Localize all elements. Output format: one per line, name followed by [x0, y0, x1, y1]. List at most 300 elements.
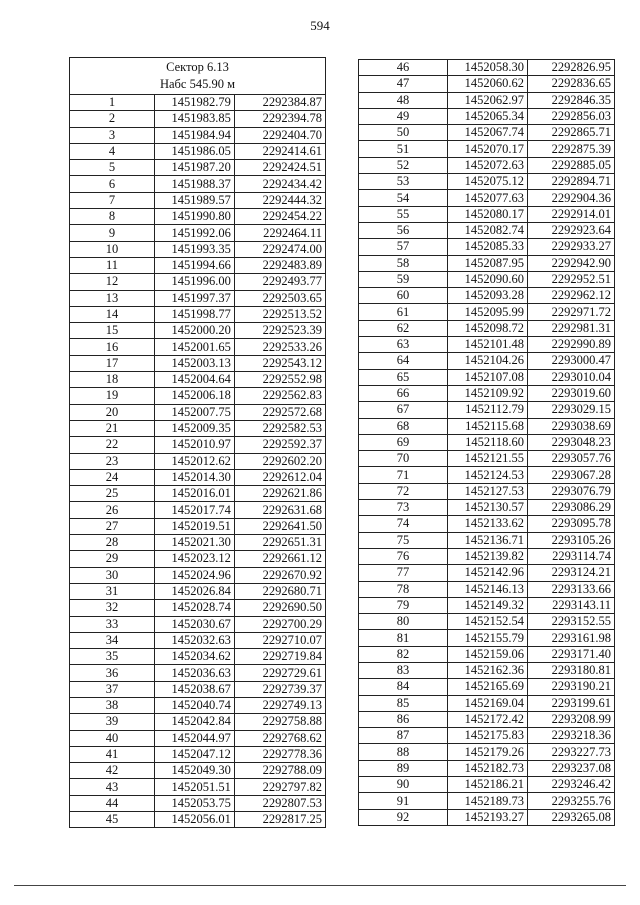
table-row	[359, 206, 615, 222]
point-number: 39	[70, 714, 155, 730]
coord-x: 1452042.84	[154, 714, 234, 730]
coord-y: 2293255.76	[528, 793, 615, 809]
coord-y: 2293048.23	[528, 434, 615, 450]
table-row	[70, 502, 326, 518]
point-number: 4	[70, 143, 155, 159]
coord-y: 2292572.68	[234, 404, 325, 420]
coord-x: 1452034.62	[154, 649, 234, 665]
coord-x: 1452172.42	[448, 711, 528, 727]
point-number: 67	[359, 402, 448, 418]
coord-x: 1452065.34	[448, 108, 528, 124]
coord-y: 2292981.31	[528, 320, 615, 336]
coord-y: 2292424.51	[234, 160, 325, 176]
coord-y: 2292414.61	[234, 143, 325, 159]
coord-y: 2292394.78	[234, 111, 325, 127]
coord-x: 1452085.33	[448, 239, 528, 255]
point-number: 20	[70, 404, 155, 420]
point-number: 25	[70, 486, 155, 502]
table-row	[70, 306, 326, 322]
coord-x: 1452082.74	[448, 222, 528, 238]
point-number: 64	[359, 353, 448, 369]
coord-x: 1452127.53	[448, 483, 528, 499]
point-number: 80	[359, 614, 448, 630]
coord-y: 2292817.25	[234, 812, 325, 828]
coord-x: 1452001.65	[154, 339, 234, 355]
coord-x: 1452036.63	[154, 665, 234, 681]
point-number: 75	[359, 532, 448, 548]
table-row	[70, 469, 326, 485]
point-number: 11	[70, 257, 155, 273]
coord-y: 2292651.31	[234, 535, 325, 551]
coord-x: 1451986.05	[154, 143, 234, 159]
coord-y: 2292641.50	[234, 518, 325, 534]
coord-y: 2292894.71	[528, 174, 615, 190]
point-number: 63	[359, 337, 448, 353]
table-row	[70, 535, 326, 551]
coord-y: 2292384.87	[234, 95, 325, 111]
coord-y: 2292933.27	[528, 239, 615, 255]
coord-y: 2292552.98	[234, 372, 325, 388]
coord-x: 1452112.79	[448, 402, 528, 418]
coord-x: 1451997.37	[154, 290, 234, 306]
coord-y: 2292846.35	[528, 92, 615, 108]
point-number: 91	[359, 793, 448, 809]
point-number: 55	[359, 206, 448, 222]
coord-x: 1452104.26	[448, 353, 528, 369]
sector-title: Сектор 6.13	[166, 60, 229, 74]
point-number: 49	[359, 108, 448, 124]
table-row	[359, 141, 615, 157]
point-number: 60	[359, 288, 448, 304]
coord-y: 2292631.68	[234, 502, 325, 518]
coord-y: 2292454.22	[234, 209, 325, 225]
table-row	[359, 418, 615, 434]
table-row	[70, 209, 326, 225]
coordinates-table-left	[69, 57, 326, 828]
table-row	[359, 728, 615, 744]
coord-x: 1452007.75	[154, 404, 234, 420]
point-number: 85	[359, 695, 448, 711]
coord-y: 2292990.89	[528, 337, 615, 353]
table-row	[359, 760, 615, 776]
table-row	[359, 125, 615, 141]
point-number: 14	[70, 306, 155, 322]
coord-x: 1452146.13	[448, 581, 528, 597]
table-row	[359, 76, 615, 92]
table-row	[70, 404, 326, 420]
coord-x: 1452006.18	[154, 388, 234, 404]
point-number: 87	[359, 728, 448, 744]
point-number: 23	[70, 453, 155, 469]
coord-x: 1451982.79	[154, 95, 234, 111]
point-number: 15	[70, 323, 155, 339]
point-number: 6	[70, 176, 155, 192]
point-number: 7	[70, 192, 155, 208]
coord-x: 1451987.20	[154, 160, 234, 176]
table-row	[70, 812, 326, 828]
point-number: 36	[70, 665, 155, 681]
coord-y: 2292700.29	[234, 616, 325, 632]
coord-x: 1452121.55	[448, 451, 528, 467]
coord-y: 2293124.21	[528, 565, 615, 581]
point-number: 78	[359, 581, 448, 597]
point-number: 43	[70, 779, 155, 795]
table-row	[70, 95, 326, 111]
coord-y: 2292612.04	[234, 469, 325, 485]
bottom-rule	[14, 885, 626, 886]
coord-y: 2293038.69	[528, 418, 615, 434]
point-number: 81	[359, 630, 448, 646]
point-number: 30	[70, 567, 155, 583]
point-number: 76	[359, 548, 448, 564]
coord-x: 1452133.62	[448, 516, 528, 532]
table-row	[359, 320, 615, 336]
point-number: 41	[70, 746, 155, 762]
coord-y: 2292952.51	[528, 271, 615, 287]
table-row	[70, 111, 326, 127]
coord-x: 1452053.75	[154, 795, 234, 811]
table-row	[70, 143, 326, 159]
point-number: 68	[359, 418, 448, 434]
point-number: 9	[70, 225, 155, 241]
coord-y: 2292865.71	[528, 125, 615, 141]
coord-x: 1451998.77	[154, 306, 234, 322]
sector-header-cell	[70, 58, 326, 95]
coord-x: 1452090.60	[448, 271, 528, 287]
table-row	[359, 516, 615, 532]
coord-y: 2292885.05	[528, 157, 615, 173]
coord-x: 1452040.74	[154, 697, 234, 713]
table-row	[359, 548, 615, 564]
coord-x: 1452139.82	[448, 548, 528, 564]
coord-x: 1452155.79	[448, 630, 528, 646]
point-number: 86	[359, 711, 448, 727]
coord-y: 2292533.26	[234, 339, 325, 355]
coord-y: 2293086.29	[528, 500, 615, 516]
point-number: 17	[70, 355, 155, 371]
table-row	[359, 304, 615, 320]
coord-x: 1452107.08	[448, 369, 528, 385]
coord-y: 2293114.74	[528, 548, 615, 564]
coord-y: 2292758.88	[234, 714, 325, 730]
point-number: 26	[70, 502, 155, 518]
coord-x: 1451983.85	[154, 111, 234, 127]
coord-y: 2293095.78	[528, 516, 615, 532]
coord-x: 1452162.36	[448, 662, 528, 678]
point-number: 52	[359, 157, 448, 173]
table-row	[70, 225, 326, 241]
table-row	[70, 632, 326, 648]
coord-y: 2293199.61	[528, 695, 615, 711]
coord-y: 2292562.83	[234, 388, 325, 404]
coord-y: 2292680.71	[234, 583, 325, 599]
coord-x: 1452077.63	[448, 190, 528, 206]
coord-y: 2292444.32	[234, 192, 325, 208]
table-row	[70, 795, 326, 811]
table-row	[359, 255, 615, 271]
coord-x: 1452072.63	[448, 157, 528, 173]
point-number: 57	[359, 239, 448, 255]
table-row	[359, 793, 615, 809]
coord-y: 2293265.08	[528, 809, 615, 825]
coord-x: 1451996.00	[154, 274, 234, 290]
coord-x: 1452189.73	[448, 793, 528, 809]
table-row	[359, 92, 615, 108]
coord-y: 2292434.42	[234, 176, 325, 192]
table-row	[359, 500, 615, 516]
coord-y: 2293105.26	[528, 532, 615, 548]
table-row	[359, 288, 615, 304]
point-number: 72	[359, 483, 448, 499]
coord-y: 2293208.99	[528, 711, 615, 727]
point-number: 5	[70, 160, 155, 176]
coord-y: 2292904.36	[528, 190, 615, 206]
point-number: 16	[70, 339, 155, 355]
coord-y: 2292797.82	[234, 779, 325, 795]
coord-y: 2292543.12	[234, 355, 325, 371]
coord-x: 1452004.64	[154, 372, 234, 388]
table-row	[70, 388, 326, 404]
coord-x: 1451994.66	[154, 257, 234, 273]
point-number: 73	[359, 500, 448, 516]
coord-x: 1452062.97	[448, 92, 528, 108]
coord-x: 1452186.21	[448, 777, 528, 793]
coord-x: 1452080.17	[448, 206, 528, 222]
point-number: 61	[359, 304, 448, 320]
table-row	[70, 257, 326, 273]
point-number: 69	[359, 434, 448, 450]
coord-x: 1451984.94	[154, 127, 234, 143]
table-row	[359, 174, 615, 190]
coord-x: 1452182.73	[448, 760, 528, 776]
coord-x: 1452014.30	[154, 469, 234, 485]
table-row	[359, 581, 615, 597]
coord-x: 1452003.13	[154, 355, 234, 371]
table-row	[359, 451, 615, 467]
coord-y: 2293057.76	[528, 451, 615, 467]
coord-y: 2293133.66	[528, 581, 615, 597]
coord-y: 2293000.47	[528, 353, 615, 369]
point-number: 35	[70, 649, 155, 665]
table-row	[359, 222, 615, 238]
coord-y: 2292592.37	[234, 437, 325, 453]
table-row	[359, 385, 615, 401]
coord-x: 1452101.48	[448, 337, 528, 353]
table-row	[70, 274, 326, 290]
coord-y: 2293237.08	[528, 760, 615, 776]
table-row	[70, 681, 326, 697]
coord-x: 1452024.96	[154, 567, 234, 583]
coord-y: 2292503.65	[234, 290, 325, 306]
point-number: 88	[359, 744, 448, 760]
point-number: 56	[359, 222, 448, 238]
coord-y: 2293010.04	[528, 369, 615, 385]
coord-x: 1452149.32	[448, 597, 528, 613]
coord-y: 2293019.60	[528, 385, 615, 401]
point-number: 83	[359, 662, 448, 678]
coord-x: 1452017.74	[154, 502, 234, 518]
point-number: 13	[70, 290, 155, 306]
point-number: 50	[359, 125, 448, 141]
coord-y: 2293246.42	[528, 777, 615, 793]
table-row	[359, 662, 615, 678]
coord-x: 1451993.35	[154, 241, 234, 257]
coord-x: 1452019.51	[154, 518, 234, 534]
coord-y: 2292749.13	[234, 697, 325, 713]
point-number: 22	[70, 437, 155, 453]
coord-y: 2292493.77	[234, 274, 325, 290]
coord-x: 1452087.95	[448, 255, 528, 271]
coord-y: 2293076.79	[528, 483, 615, 499]
coord-x: 1452049.30	[154, 763, 234, 779]
table-row	[359, 695, 615, 711]
table-row	[359, 483, 615, 499]
coord-x: 1452044.97	[154, 730, 234, 746]
coord-x: 1452095.99	[448, 304, 528, 320]
coord-x: 1452032.63	[154, 632, 234, 648]
coord-y: 2292807.53	[234, 795, 325, 811]
table-row	[359, 60, 615, 76]
point-number: 70	[359, 451, 448, 467]
coord-y: 2292404.70	[234, 127, 325, 143]
coord-y: 2293152.55	[528, 614, 615, 630]
coord-x: 1452179.26	[448, 744, 528, 760]
coord-y: 2292962.12	[528, 288, 615, 304]
table-row	[70, 176, 326, 192]
table-row	[70, 518, 326, 534]
sector-header-row	[70, 58, 326, 95]
coord-x: 1452056.01	[154, 812, 234, 828]
coord-x: 1452047.12	[154, 746, 234, 762]
coord-y: 2292729.61	[234, 665, 325, 681]
coord-y: 2292661.12	[234, 551, 325, 567]
table-row	[359, 337, 615, 353]
coord-x: 1452009.35	[154, 420, 234, 436]
coordinates-table-right	[358, 59, 615, 826]
table-row	[70, 583, 326, 599]
point-number: 46	[359, 60, 448, 76]
table-row	[359, 777, 615, 793]
table-row	[359, 190, 615, 206]
table-row	[359, 565, 615, 581]
point-number: 18	[70, 372, 155, 388]
point-number: 29	[70, 551, 155, 567]
table-row	[70, 730, 326, 746]
page-number: 594	[310, 18, 330, 33]
coord-y: 2292836.65	[528, 76, 615, 92]
table-row	[70, 160, 326, 176]
coord-y: 2292856.03	[528, 108, 615, 124]
point-number: 84	[359, 679, 448, 695]
point-number: 42	[70, 763, 155, 779]
point-number: 90	[359, 777, 448, 793]
coord-x: 1452075.12	[448, 174, 528, 190]
coord-x: 1452093.28	[448, 288, 528, 304]
table-row	[359, 597, 615, 613]
point-number: 89	[359, 760, 448, 776]
coord-x: 1452159.06	[448, 646, 528, 662]
table-row	[359, 744, 615, 760]
coord-y: 2292875.39	[528, 141, 615, 157]
table-row	[70, 697, 326, 713]
coord-x: 1452060.62	[448, 76, 528, 92]
coord-y: 2292914.01	[528, 206, 615, 222]
table-row	[359, 679, 615, 695]
coord-y: 2292464.11	[234, 225, 325, 241]
coord-y: 2293227.73	[528, 744, 615, 760]
table-row	[70, 127, 326, 143]
table-row	[70, 290, 326, 306]
table-row	[359, 711, 615, 727]
coord-x: 1452026.84	[154, 583, 234, 599]
point-number: 47	[359, 76, 448, 92]
table-row	[70, 453, 326, 469]
coord-y: 2292778.36	[234, 746, 325, 762]
coord-y: 2292826.95	[528, 60, 615, 76]
coord-x: 1452028.74	[154, 600, 234, 616]
coord-x: 1452058.30	[448, 60, 528, 76]
coord-x: 1452152.54	[448, 614, 528, 630]
table-row	[70, 779, 326, 795]
table-row	[70, 372, 326, 388]
point-number: 27	[70, 518, 155, 534]
coord-x: 1452193.27	[448, 809, 528, 825]
coord-y: 2292710.07	[234, 632, 325, 648]
point-number: 77	[359, 565, 448, 581]
table-row	[70, 649, 326, 665]
coord-x: 1451989.57	[154, 192, 234, 208]
point-number: 3	[70, 127, 155, 143]
point-number: 28	[70, 535, 155, 551]
point-number: 74	[359, 516, 448, 532]
table-row	[70, 323, 326, 339]
point-number: 40	[70, 730, 155, 746]
point-number: 32	[70, 600, 155, 616]
coord-x: 1451990.80	[154, 209, 234, 225]
table-row	[70, 241, 326, 257]
point-number: 8	[70, 209, 155, 225]
point-number: 65	[359, 369, 448, 385]
coord-y: 2292582.53	[234, 420, 325, 436]
point-number: 12	[70, 274, 155, 290]
coord-x: 1452175.83	[448, 728, 528, 744]
coord-y: 2292923.64	[528, 222, 615, 238]
coord-x: 1452115.68	[448, 418, 528, 434]
coord-x: 1451988.37	[154, 176, 234, 192]
table-row	[359, 157, 615, 173]
table-row	[70, 567, 326, 583]
point-number: 45	[70, 812, 155, 828]
table-row	[359, 614, 615, 630]
table-row	[359, 402, 615, 418]
table-row	[359, 369, 615, 385]
point-number: 37	[70, 681, 155, 697]
coord-y: 2292971.72	[528, 304, 615, 320]
coord-y: 2293161.98	[528, 630, 615, 646]
table-row	[70, 551, 326, 567]
point-number: 53	[359, 174, 448, 190]
point-number: 44	[70, 795, 155, 811]
point-number: 33	[70, 616, 155, 632]
table-row	[359, 353, 615, 369]
coord-y: 2293180.81	[528, 662, 615, 678]
coord-x: 1452118.60	[448, 434, 528, 450]
table-row	[70, 616, 326, 632]
table-row	[359, 809, 615, 825]
coord-y: 2293218.36	[528, 728, 615, 744]
table-row	[359, 646, 615, 662]
coord-y: 2293190.21	[528, 679, 615, 695]
